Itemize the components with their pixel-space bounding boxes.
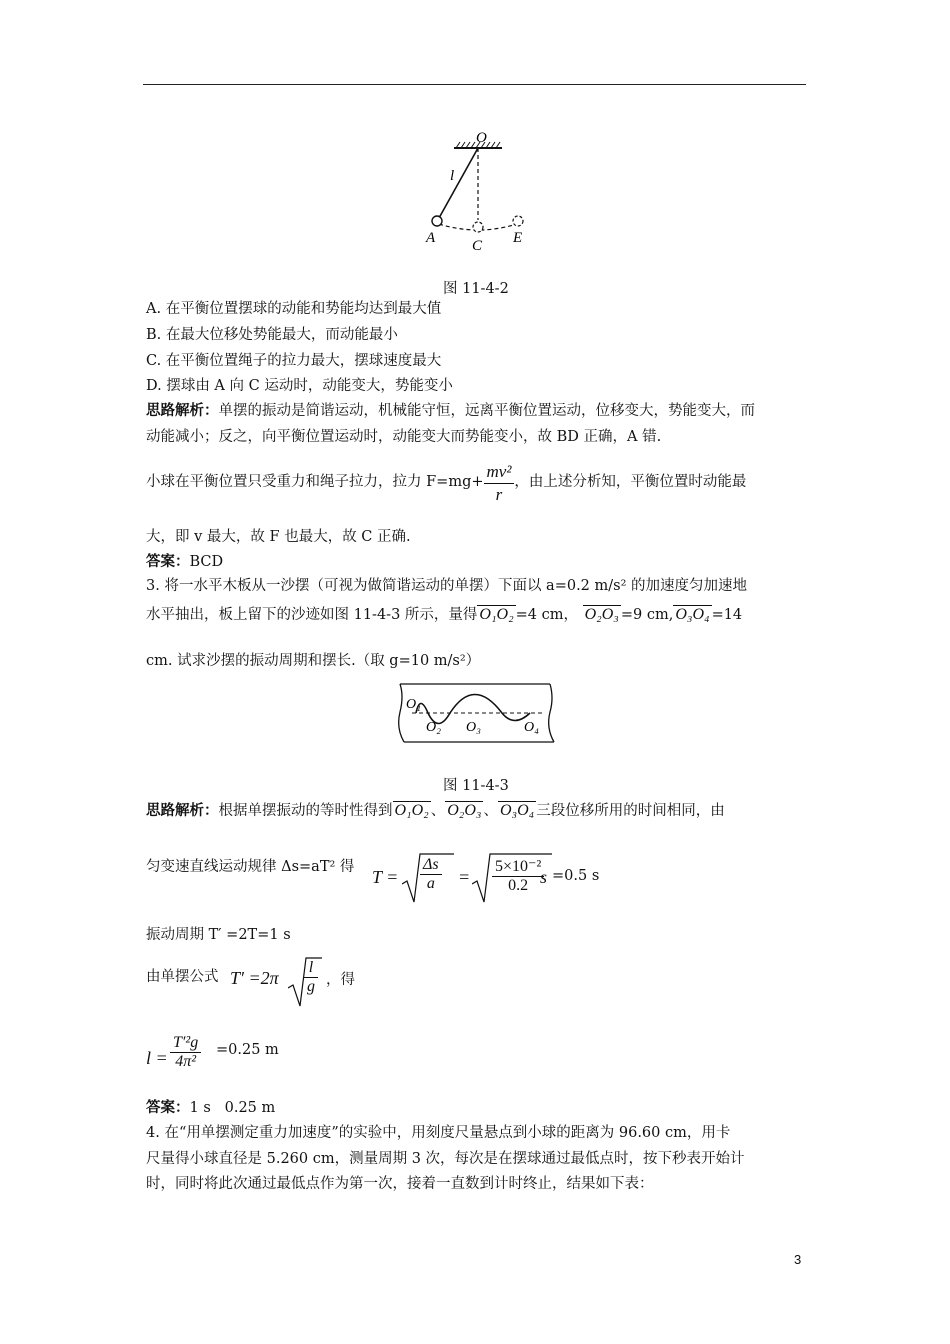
q3-line2-prefix: 水平抽出，板上留下的沙迹如图 11-4-3 所示，量得: [146, 607, 478, 623]
segment-o2o3-value: =9 cm,: [620, 607, 674, 623]
q4-line2: 尺量得小球直径是 5.260 cm，测量周期 3 次，每次是在摆球通过最低点时，按下秒表开始计: [146, 1151, 745, 1167]
length-l: l: [304, 959, 318, 978]
page-number: 3: [794, 1252, 802, 1267]
separator: 、: [483, 803, 498, 819]
rule-text: 匀变速直线运动规律 Δs=aT² 得: [146, 859, 355, 875]
force-fraction: [484, 461, 515, 506]
accel-a: a: [426, 875, 435, 892]
formula-line: [146, 966, 219, 988]
ball-E: [513, 216, 523, 226]
option-a: A. 在平衡位置摆球的动能和势能均达到最大值: [146, 301, 442, 317]
period-line: 振动周期 T′ =2T=1 s: [146, 927, 291, 943]
pendulum-string: [439, 148, 478, 218]
analysis-q2-line2: 动能减小；反之，向平衡位置运动时，动能变大而势能变小，故 BD 正确，A 错.: [146, 429, 662, 445]
analysis-label: 思路解析：: [146, 402, 219, 419]
unit-s: s: [540, 867, 548, 887]
label-C: C: [472, 238, 483, 254]
force-prefix: 小球在平衡位置只受重力和绳子拉力，拉力 F=mg+: [146, 474, 484, 490]
force-suffix: ，由上述分析知，平衡位置时动能最: [514, 474, 747, 490]
segment-o1o2: O₁O₂: [394, 802, 429, 819]
q3-line2: [146, 604, 742, 626]
l-numerator: T′²g: [170, 1034, 201, 1053]
value-numerator: 5×10⁻²: [492, 856, 544, 877]
fraction-numerator: mv²: [484, 461, 515, 484]
option-d: D. 摆球由 A 向 C 运动时，动能变大，势能变小: [146, 378, 453, 394]
gravity-g: g: [307, 978, 315, 995]
delta-s: Δs: [420, 856, 442, 875]
analysis-text: 单摆的振动是简谐运动，机械能守恒，远离平衡位置运动，位移变大，势能变大，而: [218, 403, 755, 419]
segment-o2o3: O₂O₃: [584, 606, 619, 623]
answer-label: 答案：: [146, 553, 190, 570]
label-O1: O₁: [406, 697, 421, 712]
label-O: O: [476, 130, 487, 146]
answer-value: 1 s 0.25 m: [189, 1100, 276, 1116]
label-l: l: [450, 168, 455, 184]
t-equals: T =: [372, 867, 399, 887]
label-A: A: [426, 230, 436, 246]
fraction-denominator: r: [495, 485, 503, 504]
l-result: =0.25 m: [216, 1042, 279, 1058]
segment-o1o2-value: =4 cm，: [515, 607, 579, 623]
label-O3: O₃: [466, 720, 481, 735]
option-b: B. 在最大位移处势能最大，而动能最小: [146, 327, 398, 343]
separator: 、: [430, 803, 446, 819]
answer-value: BCD: [189, 554, 224, 570]
value-denominator: 0.2: [508, 877, 529, 894]
segment-o3o4: O₃O₄: [675, 606, 710, 623]
analysis-q2-line1: [146, 400, 755, 422]
formula-suffix: ，得: [326, 972, 355, 988]
sand-trace-figure: [396, 682, 558, 746]
figure-caption-1: 图 11-4-2: [443, 281, 509, 297]
label-E: E: [513, 230, 523, 246]
option-c: C. 在平衡位置绳子的拉力最大，摆球速度最大: [146, 353, 442, 369]
q4-line1: 4. 在“用单摆测定重力加速度”的实验中，用刻度尺量悬点到小球的距离为 96.60 cm，用卡: [146, 1125, 731, 1141]
answer-label: 答案：: [146, 1099, 190, 1116]
q3-line3: cm. 试求沙摆的振动周期和摆长.（取 g=10 m/s²）: [146, 653, 481, 669]
header-rule: [143, 84, 806, 85]
analysis-q3-line1: [146, 800, 725, 822]
ball-A: [432, 216, 442, 226]
segment-o2o3: O₂O₃: [447, 802, 482, 819]
segment-o1o2: O₁O₂: [479, 606, 514, 623]
t-formula-line: [146, 856, 354, 878]
l-denominator: 4π²: [175, 1053, 196, 1070]
force-line2: 大，即 v 最大，故 F 也最大，故 C 正确.: [146, 529, 411, 545]
analysis-label: 思路解析：: [146, 802, 219, 819]
label-O2: O₂: [426, 720, 441, 735]
t-result: =0.5 s: [552, 868, 600, 884]
tprime-equals: T′ =2π: [230, 968, 279, 988]
l-equals: l =: [146, 1048, 168, 1068]
segment-o3o4: O₃O₄: [499, 802, 535, 819]
answer-q2: [146, 551, 223, 573]
q3-line1: 3. 将一水平木板从一沙摆（可视为做简谐运动的单摆）下面以 a=0.2 m/s² 的加速度匀加速地: [146, 578, 748, 594]
formula-prefix: 由单摆公式: [146, 969, 219, 985]
segment-o3o4-value: =14: [711, 607, 743, 623]
ball-C: [473, 222, 483, 232]
force-line: [146, 461, 746, 506]
equals-sign: =: [458, 867, 471, 887]
figure-caption-2: 图 11-4-3: [443, 778, 509, 794]
analysis-text-end: 三段位移所用的时间相同，由: [536, 803, 725, 819]
q4-line3: 时，同时将此次通过最低点作为第一次，接着一直数到计时终止，结果如下表：: [146, 1176, 654, 1192]
analysis-text: 根据单摆振动的等时性得到: [218, 803, 393, 819]
label-O4: O₄: [524, 720, 539, 735]
pendulum-figure: [420, 128, 530, 258]
answer-q3: [146, 1097, 275, 1119]
